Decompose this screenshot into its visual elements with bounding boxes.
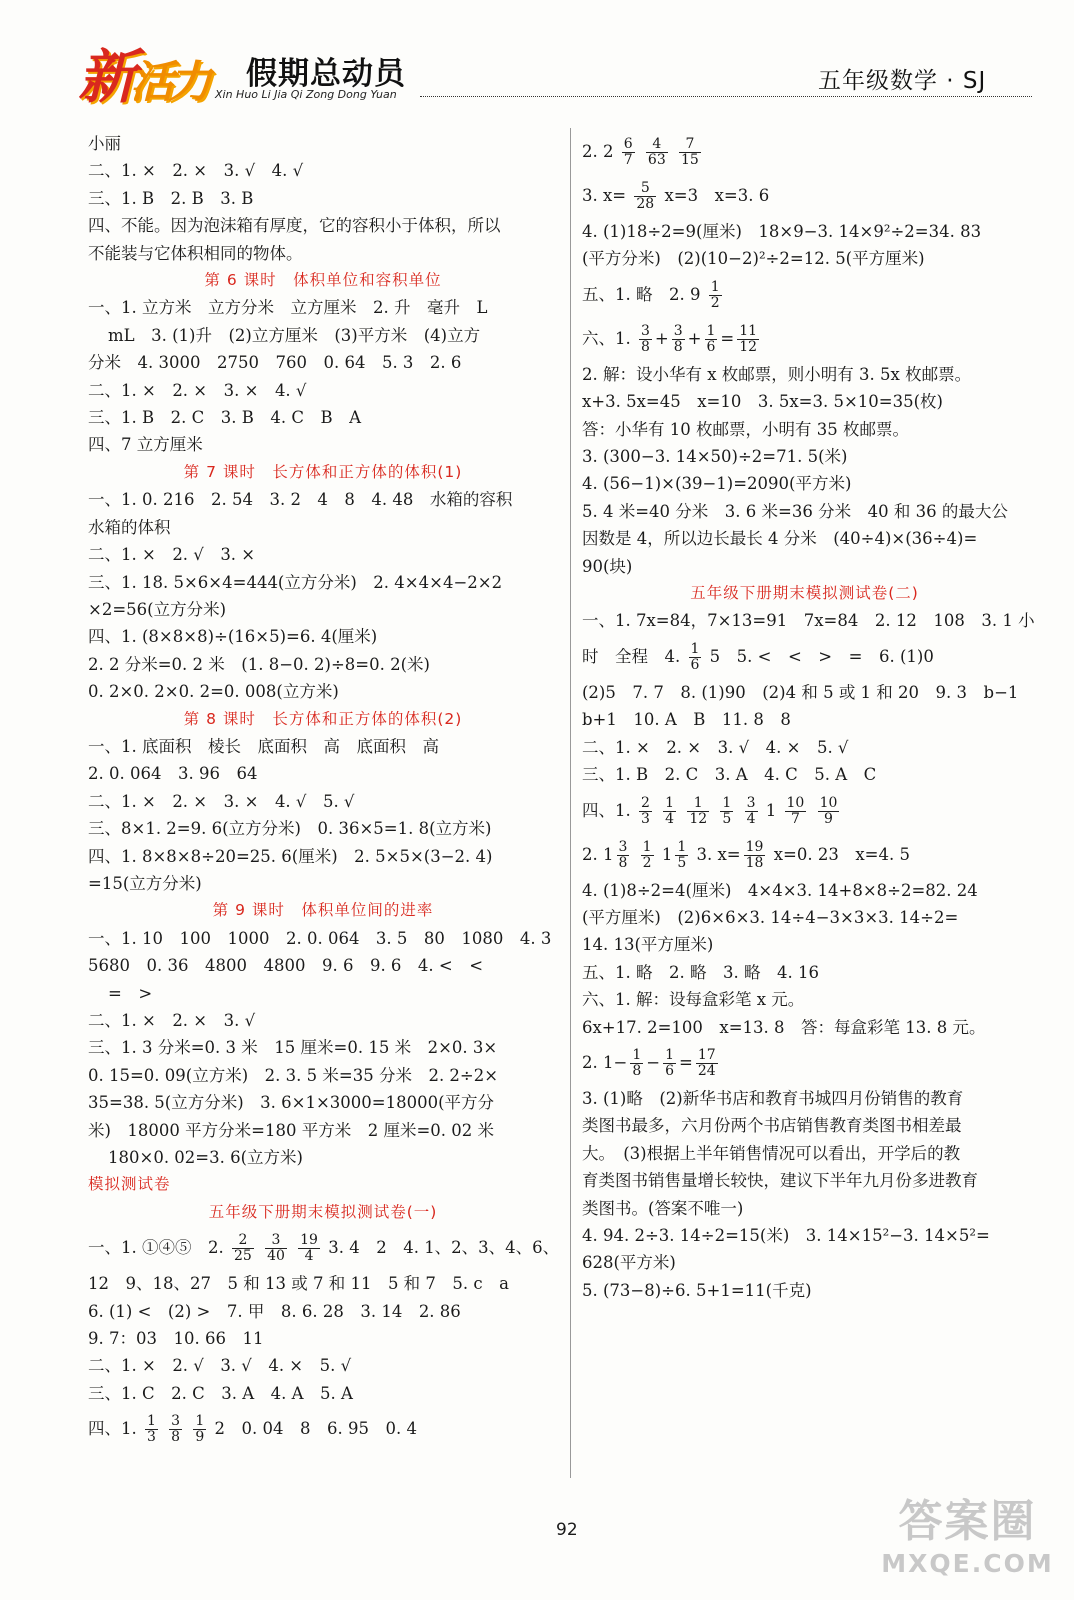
answer-line: =15(立方分米) xyxy=(88,873,202,893)
answer-line: 三、1. B 2. C 3. B 4. C B A xyxy=(88,408,361,428)
fraction: $\frac{2}{3}$ xyxy=(641,794,650,827)
answer-line: 2. 1 $\frac{3}{8}$ $\frac{1}{2}$ 1 $\frac{1}{5}$ 3. x= $\frac{19}{18}$ x=0. 23 x=4. 5 xyxy=(582,838,910,871)
section-title: 第 6 课时 体积单位和容积单位 xyxy=(204,271,442,290)
answer-line: 9. 7：03 10. 66 11 xyxy=(88,1329,264,1349)
fraction: $\frac{3}{40}$ xyxy=(267,1232,285,1265)
section-title: 五年级下册期末模拟测试卷(一) xyxy=(208,1202,438,1221)
answer-line: 2. 2 分米=0. 2 米 (1. 8−0. 2)÷8=0. 2(米) xyxy=(88,654,430,674)
answer-line: 一、1. 底面积 棱长 底面积 高 底面积 高 xyxy=(88,736,439,756)
fraction: $\frac{1}{12}$ xyxy=(689,794,708,827)
answer-line: 三、1. 18. 5×6×4=444(立方分米) 2. 4×4×4−2×2 xyxy=(88,572,503,592)
fraction: $\frac{5}{28}$ xyxy=(636,180,655,212)
section-title: 第 9 课时 体积单位间的进率 xyxy=(212,901,434,920)
fraction: $\frac{1}{9}$ xyxy=(195,1413,205,1446)
answer-line: 类图书。(答案不唯一) xyxy=(582,1198,744,1218)
answer-line: 3. (300−3. 14×50)÷2=71. 5(米) xyxy=(582,447,848,467)
answer-line: 二、1. × 2. × 3. √ 4. × 5. √ xyxy=(582,737,849,757)
fraction: $\frac{1}{5}$ xyxy=(677,838,687,871)
page-header xyxy=(0,0,1074,120)
answer-line: 大。 (3)根据上半年销售情况可以看出，开学后的教 xyxy=(582,1143,961,1163)
answer-line: (2)5 7. 7 8. (1)90 (2)4 和 5 或 1 和 20 9. 3 b−1 xyxy=(582,682,1019,702)
answer-line: 4. (1)8÷2=4(厘米) 4×4×3. 14+8×8÷2=82. 24 xyxy=(582,880,978,900)
answer-line: 一、1. ①④⑤ 2. $\frac{2}{25}$ $\frac{3}{40}$ $\frac{19}{4}$ 3. 4 2 4. 1、2、3、4、6、 xyxy=(88,1232,560,1265)
answer-line: 35=38. 5(立方分米) 3. 6×1×3000=18000(平方分 xyxy=(88,1093,495,1113)
fraction: $\frac{3}{8}$ xyxy=(171,1413,181,1446)
answer-line: 水箱的体积 xyxy=(88,517,171,537)
fraction: $\frac{7}{15}$ xyxy=(681,136,699,168)
fraction: $\frac{19}{4}$ xyxy=(300,1232,318,1265)
answer-line: 四、7 立方厘米 xyxy=(88,435,203,455)
answer-line: 三、1. 3 分米=0. 3 米 15 厘米=0. 15 米 2×0. 3× xyxy=(88,1038,498,1058)
left-column xyxy=(88,130,558,1451)
section-title: 第 7 课时 长方体和正方体的体积(1) xyxy=(183,462,463,481)
answer-line: 二、1. × 2. × 3. × 4. √ 5. √ xyxy=(88,791,355,811)
answer-line: 四、不能。因为泡沫箱有厚度，它的容积小于体积，所以 xyxy=(88,216,501,236)
answer-line: mL 3. (1)升 (2)立方厘米 (3)平方米 (4)立方 xyxy=(108,325,481,345)
answer-line: 米) 18000 平方分米=180 平方米 2 厘米=0. 02 米 xyxy=(88,1120,495,1140)
grade-subject: 五年级数学 · SJ xyxy=(818,68,987,94)
answer-line: 4. (1)18÷2=9(厘米) 18×9−3. 14×9²÷2=34. 83 xyxy=(582,222,982,241)
answer-line: 答：小华有 10 枚邮票，小明有 35 枚邮票。 xyxy=(582,419,909,439)
answer-line: 六、1. $\frac{3}{8}$ + $\frac{3}{8}$ + $\frac{1}{6}$ = $\frac{11}{12}$ xyxy=(582,322,758,355)
fraction: $\frac{17}{24}$ xyxy=(697,1046,716,1079)
column-divider xyxy=(570,128,571,1478)
answer-line: 四、1. 8×8×8÷20=25. 6(厘米) 2. 5×5×(3−2. 4) xyxy=(88,846,493,866)
answer-line: 类图书最多，六月份两个书店销售教育类图书相差最 xyxy=(582,1116,962,1136)
answer-line: 三、1. B 2. C 3. A 4. C 5. A C xyxy=(582,765,877,785)
answer-line: 时 全程 4. $\frac{1}{6}$ 5 5. < < > = 6. (1)0 xyxy=(582,640,934,673)
answer-line: 2. 1− $\frac{1}{8}$ − $\frac{1}{6}$ = $\frac{17}{24}$ xyxy=(582,1046,716,1079)
answer-line: 六、1. 解：设每盒彩笔 x 元。 xyxy=(582,990,805,1010)
logo: 新活力 xyxy=(78,43,207,111)
fraction: $\frac{4}{63}$ xyxy=(647,136,666,168)
answer-line: 0. 2×0. 2×0. 2=0. 008(立方米) xyxy=(88,682,339,702)
answer-line: 3. (1)略 (2)新华书店和教育书城四月份销售的教育 xyxy=(582,1088,964,1108)
answer-line: 2. 0. 064 3. 96 64 xyxy=(88,764,258,784)
answer-line: 二、1. × 2. × 3. × 4. √ xyxy=(88,380,307,400)
answer-line: 5. (73−8)÷6. 5+1=11(千克) xyxy=(582,1280,812,1300)
answer-line: 3. x= $\frac{5}{28}$ x=3 x=3. 6 xyxy=(582,180,770,212)
answer-line: 五、1. 略 2. 略 3. 略 4. 16 xyxy=(582,962,819,982)
answer-line: 因数是 4，所以边长最长 4 分米 (40÷4)×(36÷4)= xyxy=(582,529,978,549)
answer-line: 二、1. × 2. × 3. √ xyxy=(88,1011,256,1030)
fraction: $\frac{1}{5}$ xyxy=(722,794,732,827)
answer-line: 二、1. × 2. √ 3. × xyxy=(88,545,256,565)
answer-line: 5. 4 米=40 分米 3. 6 米=36 分米 40 和 36 的最大公 xyxy=(582,501,1008,521)
fraction: $\frac{6}{7}$ xyxy=(623,136,633,168)
answer-line: 628(平方米) xyxy=(582,1253,676,1273)
answer-line: 一、1. 立方米 立方分米 立方厘米 2. 升 毫升 L xyxy=(88,298,488,318)
answer-line: 一、1. 10 100 1000 2. 0. 064 3. 5 80 1080 4. 3 xyxy=(88,928,552,948)
answer-line: 五、1. 略 2. 9 $\frac{1}{2}$ xyxy=(582,278,720,311)
answer-line: 6x+17. 2=100 x=13. 8 答：每盒彩笔 13. 8 元。 xyxy=(582,1017,986,1037)
series-pinyin: Xin Huo Li Jia Qi Zong Dong Yuan xyxy=(215,88,397,101)
answer-line: 一、1. 7x=84，7×13=91 7x=84 2. 12 108 3. 1 小 xyxy=(582,611,1035,631)
watermark-logo: 答案圈 MXQE.COM xyxy=(881,1496,1054,1578)
answer-line: 二、1. × 2. × 3. √ 4. √ xyxy=(88,161,304,181)
answer-line: 14. 13(平方厘米) xyxy=(582,935,714,955)
fraction: $\frac{19}{18}$ xyxy=(745,838,764,871)
fraction: $\frac{1}{8}$ xyxy=(632,1046,642,1079)
answer-line: 5680 0. 36 4800 4800 9. 6 9. 6 4. < < xyxy=(88,956,484,976)
right-column xyxy=(582,130,1035,1304)
answer-line: 12 9、18、27 5 和 13 或 7 和 11 5 和 7 5. c a xyxy=(88,1274,509,1294)
fraction: $\frac{10}{7}$ xyxy=(786,794,805,827)
answer-line: 4. 94. 2÷3. 14÷2=15(米) 3. 14×15²−3. 14×5²= xyxy=(582,1225,990,1245)
answer-line: 四、1. (8×8×8)÷(16×5)=6. 4(厘米) xyxy=(88,627,378,647)
answer-line: 三、1. B 2. B 3. B xyxy=(88,188,254,208)
fraction: $\frac{2}{25}$ xyxy=(233,1232,252,1265)
answer-line: 2. 2 $\frac{6}{7}$ $\frac{4}{63}$ $\frac{7}{15}$ xyxy=(582,136,699,168)
fraction: $\frac{10}{9}$ xyxy=(819,794,838,827)
answer-line: = > xyxy=(108,983,153,1003)
answer-line: 180×0. 02=3. 6(立方米) xyxy=(108,1148,303,1168)
header-rule xyxy=(420,96,1032,97)
answer-line: 三、1. C 2. C 3. A 4. A 5. A xyxy=(88,1383,353,1403)
answer-line: 三、8×1. 2=9. 6(立方分米) 0. 36×5=1. 8(立方米) xyxy=(88,819,492,839)
fraction: $\frac{1}{3}$ xyxy=(147,1413,156,1446)
fraction: $\frac{1}{4}$ xyxy=(665,794,675,827)
fraction: $\frac{3}{8}$ xyxy=(618,838,628,871)
answer-line: 一、1. 0. 216 2. 54 3. 2 4 8 4. 48 水箱的容积 xyxy=(88,490,513,510)
section-title: 第 8 课时 长方体和正方体的体积(2) xyxy=(183,709,463,728)
answer-line: 4. (56−1)×(39−1)=2090(平方米) xyxy=(582,474,852,494)
answer-line: ×2=56(立方分米) xyxy=(88,599,227,619)
answer-line: 小丽 xyxy=(88,134,121,153)
answer-line: 四、1. $\frac{1}{3}$ $\frac{3}{8}$ $\frac{1}{9}$ 2 0. 04 8 6. 95 0. 4 xyxy=(88,1413,417,1446)
answer-line: 分米 4. 3000 2750 760 0. 64 5. 3 2. 6 xyxy=(88,353,462,373)
fraction: $\frac{1}{2}$ xyxy=(642,838,652,871)
fraction: $\frac{3}{8}$ xyxy=(673,322,683,355)
answer-line: 90(块) xyxy=(582,556,633,576)
fraction: $\frac{1}{6}$ xyxy=(706,322,716,355)
section-title: 模拟测试卷 xyxy=(88,1175,171,1194)
fraction: $\frac{3}{8}$ xyxy=(641,322,650,355)
fraction: $\frac{1}{6}$ xyxy=(665,1046,674,1079)
answer-line: 0. 15=0. 09(立方米) 2. 3. 5 米=35 分米 2. 2÷2× xyxy=(88,1065,499,1085)
fraction: $\frac{1}{2}$ xyxy=(710,278,720,311)
answer-line: (平方厘米) (2)6×6×3. 14÷4−3×3×3. 14÷2= xyxy=(582,907,959,927)
answer-line: x+3. 5x=45 x=10 3. 5x=3. 5×10=35(枚) xyxy=(582,392,943,412)
answer-line: (平方分米) (2)(10−2)²÷2=12. 5(平方厘米) xyxy=(582,249,925,269)
answer-line: 育类图书销售量增长较快，建议下半年九月份多进教育 xyxy=(582,1171,978,1191)
series-title: 假期总动员 xyxy=(246,56,406,92)
fraction: $\frac{11}{12}$ xyxy=(739,322,758,355)
answer-line: 二、1. × 2. √ 3. √ 4. × 5. √ xyxy=(88,1356,352,1376)
fraction: $\frac{3}{4}$ xyxy=(746,794,756,827)
answer-line: 四、1. $\frac{2}{3}$ $\frac{1}{4}$ $\frac{1}{12}$ $\frac{1}{5}$ $\frac{3}{4}$ 1 $\frac{10}{7}$ $\frac{10}{9}$ xyxy=(582,794,838,827)
section-title: 五年级下册期末模拟测试卷(二) xyxy=(690,584,919,603)
answer-line: 2. 解：设小华有 x 枚邮票，则小明有 3. 5x 枚邮票。 xyxy=(582,364,972,384)
answer-line: 6. (1) < (2) > 7. 甲 8. 6. 28 3. 14 2. 86 xyxy=(88,1301,461,1321)
fraction: $\frac{1}{6}$ xyxy=(690,640,700,673)
answer-line: b+1 10. A B 11. 8 8 xyxy=(582,710,791,730)
page-number: 92 xyxy=(556,1520,578,1540)
answer-line: 不能装与它体积相同的物体。 xyxy=(88,243,303,263)
